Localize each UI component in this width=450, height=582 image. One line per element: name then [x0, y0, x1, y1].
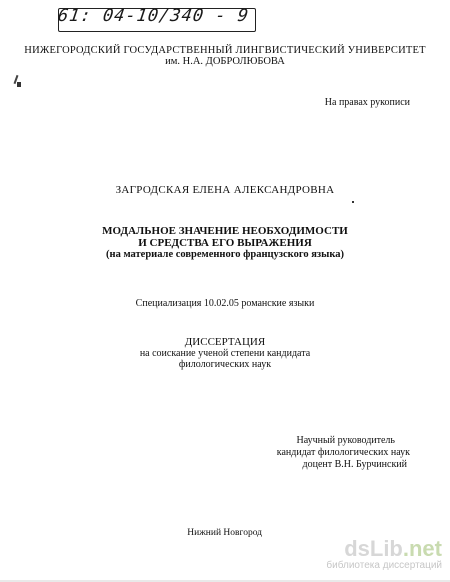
dissertation-label: ДИССЕРТАЦИЯ: [184, 336, 266, 348]
specialization: Специализация 10.02.05 романские языки: [135, 298, 315, 309]
dslib-subtitle: библиотека диссертаций: [326, 560, 442, 571]
handwritten-archive-code: [58, 6, 263, 40]
scan-dot: [352, 201, 354, 203]
dslib-watermark: [312, 536, 442, 576]
university-name: НИЖЕГОРОДСКИЙ ГОСУДАРСТВЕННЫЙ ЛИНГВИСТИЧЕСКИЙ УНИВЕРСИТЕТ: [24, 45, 426, 56]
university-dedication: им. Н.А. ДОБРОЛЮБОВА: [165, 56, 285, 67]
dissertation-title-line2: И СРЕДСТВА ЕГО ВЫРАЖЕНИЯ: [138, 237, 312, 249]
dslib-logo-tld: .net: [402, 536, 442, 561]
degree-line1: на соискание ученой степени кандидата: [139, 348, 311, 359]
handwritten-code-text: 61: 04-10/340 - 9: [56, 6, 251, 26]
scan-mark: [17, 82, 21, 87]
supervisor-label: Научный руководитель: [296, 435, 395, 446]
author-name: ЗАГРОДСКАЯ ЕЛЕНА АЛЕКСАНДРОВНА: [115, 184, 335, 196]
dissertation-subtitle: (на материале современного французского языка): [106, 249, 344, 260]
dissertation-title-line1: МОДАЛЬНОЕ ЗНАЧЕНИЕ НЕОБХОДИМОСТИ: [102, 225, 348, 237]
dslib-logo: [312, 536, 442, 562]
city: Нижний Новгород: [187, 528, 262, 538]
supervisor-name: доцент В.Н. Бурчинский: [302, 459, 407, 470]
degree-line2: филологических наук: [178, 359, 272, 370]
supervisor-degree: кандидат филологических наук: [276, 447, 410, 458]
dslib-logo-main: dsLib: [344, 536, 403, 561]
manuscript-rights-note: На правах рукописи: [324, 97, 410, 108]
